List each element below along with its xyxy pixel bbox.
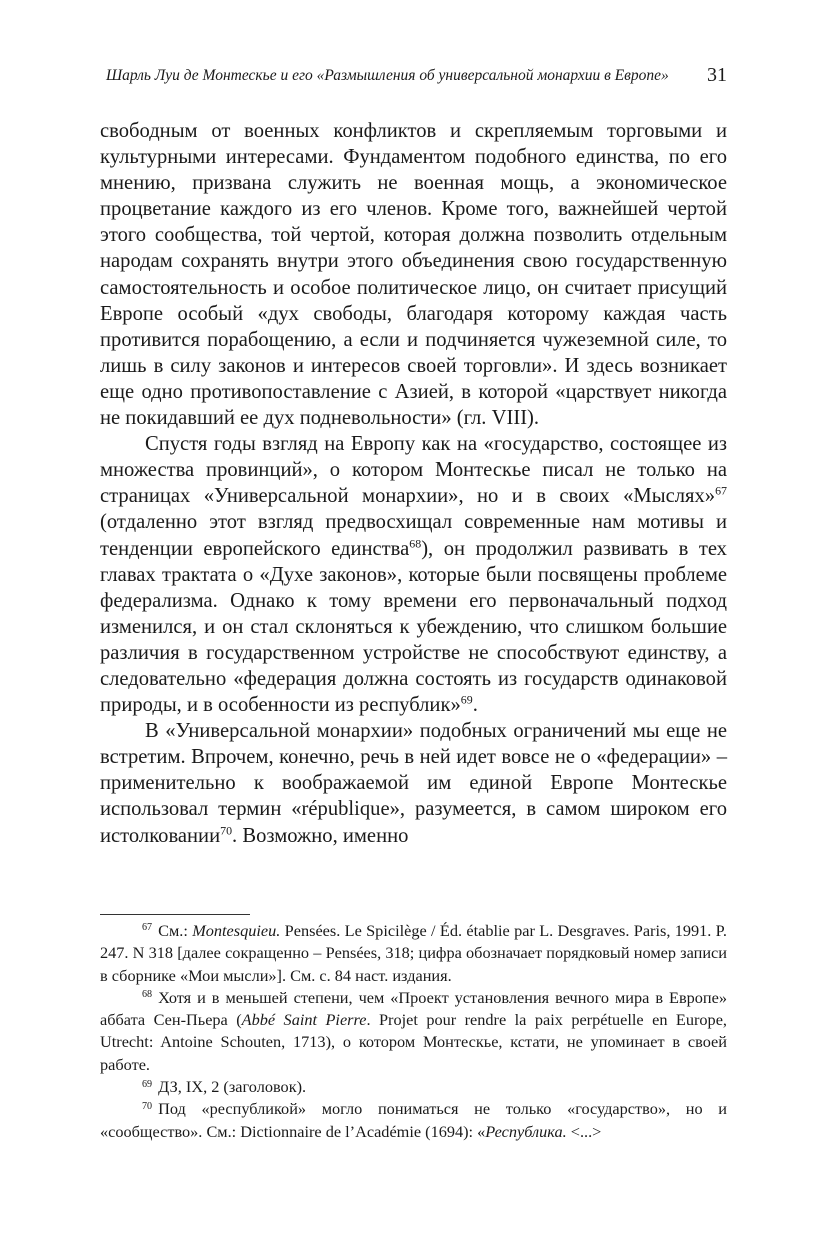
paragraph-2-text-b: (отдаленно этот взгляд предвосхищал современные нам мотивы и тенденции европейского единства: [100, 511, 727, 560]
footnote-mark: 67: [142, 922, 153, 934]
footnote-mark: 68: [142, 989, 153, 1001]
paragraph-2-text-a: Спустя годы взгляд на Европу как на «государство, состоящее из множества провинций», о котором Монтескье писал не только на страницах «Универсальной монархии», но и в своих «Мыслях»: [100, 433, 727, 508]
paragraph-2-text-c: ), он продолжил развивать в тех главах трактата о «Духе законов», которые были посвящены проблеме федерализма. Однако к тому времени его первоначальный подход изменился, и он стал склоняться к убеждению, что слишком большие различия в государственном устройстве не способствуют единству, а следовательно «федерация должна состоять из государств одинаковой природы, и в особенности из республик»: [100, 537, 727, 717]
footnote-text: . Projet pour rendre la paix perpétuelle en Europe, Utrecht: Antoine Schouten, 1713), о котором Монтескье, кстати, не упоминает в своей работе.: [100, 1010, 727, 1074]
footnote-text: ДЗ, IX, 2 (заголовок).: [158, 1077, 307, 1097]
paragraph-3: [100, 718, 727, 848]
footnote-italic: Республика.: [485, 1121, 567, 1141]
paragraph-1: свободным от военных конфликтов и скрепляемым торговыми и культурными интересами. Фундаментом подобного единства, по его мнению, призвана служить не военная мощь, а экономическое процветание каждого из его членов. Кроме того, важнейшей чертой этого сообщества, той чертой, которая должна позволить отдельным народам сохранять внутри этого объединения свою государственную самостоятельность и особое политическое лицо, он считает присущий Европе особый «дух свободы, благодаря которому каждая часть противится порабощению, а если и подчиняется чужеземной силе, то лишь в силу законов и интересов своей торговли». И здесь возникает еще одно противопоставление с Азией, в которой «царствует никогда не покидавший ее дух подневольности» (гл. VIII).: [100, 120, 727, 430]
footnote-divider: [100, 914, 250, 915]
footnote-italic: Abbé Saint Pierre: [241, 1010, 367, 1030]
footnote-ref-69: 69: [460, 692, 473, 707]
paragraph-2: [100, 431, 727, 718]
footnote-69: [100, 1076, 727, 1098]
page-header: [100, 64, 727, 90]
paragraph-3-text-b: . Возможно, именно: [232, 824, 409, 847]
footnote-author: Montesquieu.: [192, 921, 281, 940]
paragraph-3-text-a: В «Универсальной монархии» подобных ограничений мы еще не встретим. Впрочем, конечно, речь в ней идет вовсе не о «федерации» – применительно к воображаемой им единой Европе Монтескье использовал термин «république», разумеется, в самом широком его истолковании: [100, 720, 727, 847]
footnote-ref-67: 67: [715, 483, 727, 498]
paragraph-2-text-d: .: [472, 694, 478, 717]
footnote-text: <...>: [566, 1121, 602, 1141]
footnote-ref-68: 68: [409, 536, 422, 551]
footnote-68: [100, 987, 727, 1076]
footnote-70: [100, 1098, 727, 1143]
footnote-ref-70: 70: [220, 823, 233, 838]
running-title: Шарль Луи де Монтескье и его «Размышления об универсальной монархии в Европе»: [106, 67, 669, 84]
page-number: 31: [707, 64, 727, 86]
footnote-text: Под «республикой» могло пониматься не только «государство», но и «сообщество». См.: Dictionnaire de l’Académie (1694): «: [100, 1099, 727, 1141]
footnote-text: Хотя и в меньшей степени, чем «Проект установления вечного мира в Европе» аббата Сен-Пьера (: [100, 987, 727, 1030]
footnote-mark: 70: [142, 1100, 153, 1112]
footnote-text: См.:: [158, 921, 193, 940]
footnote-text: Pensées. Le Spicilège / Éd. établie par L. Desgraves. Paris, 1991. P. 247. N 318 [далее сокращенно – Pensées, 318; цифра обозначает порядковый номер записи в сборнике «Мои мысли»]. См. с. 84 наст. издания.: [100, 921, 728, 985]
footnotes: [100, 920, 727, 1143]
footnote-67: [100, 920, 727, 987]
main-text: [100, 118, 727, 849]
footnote-mark: 69: [142, 1078, 153, 1090]
